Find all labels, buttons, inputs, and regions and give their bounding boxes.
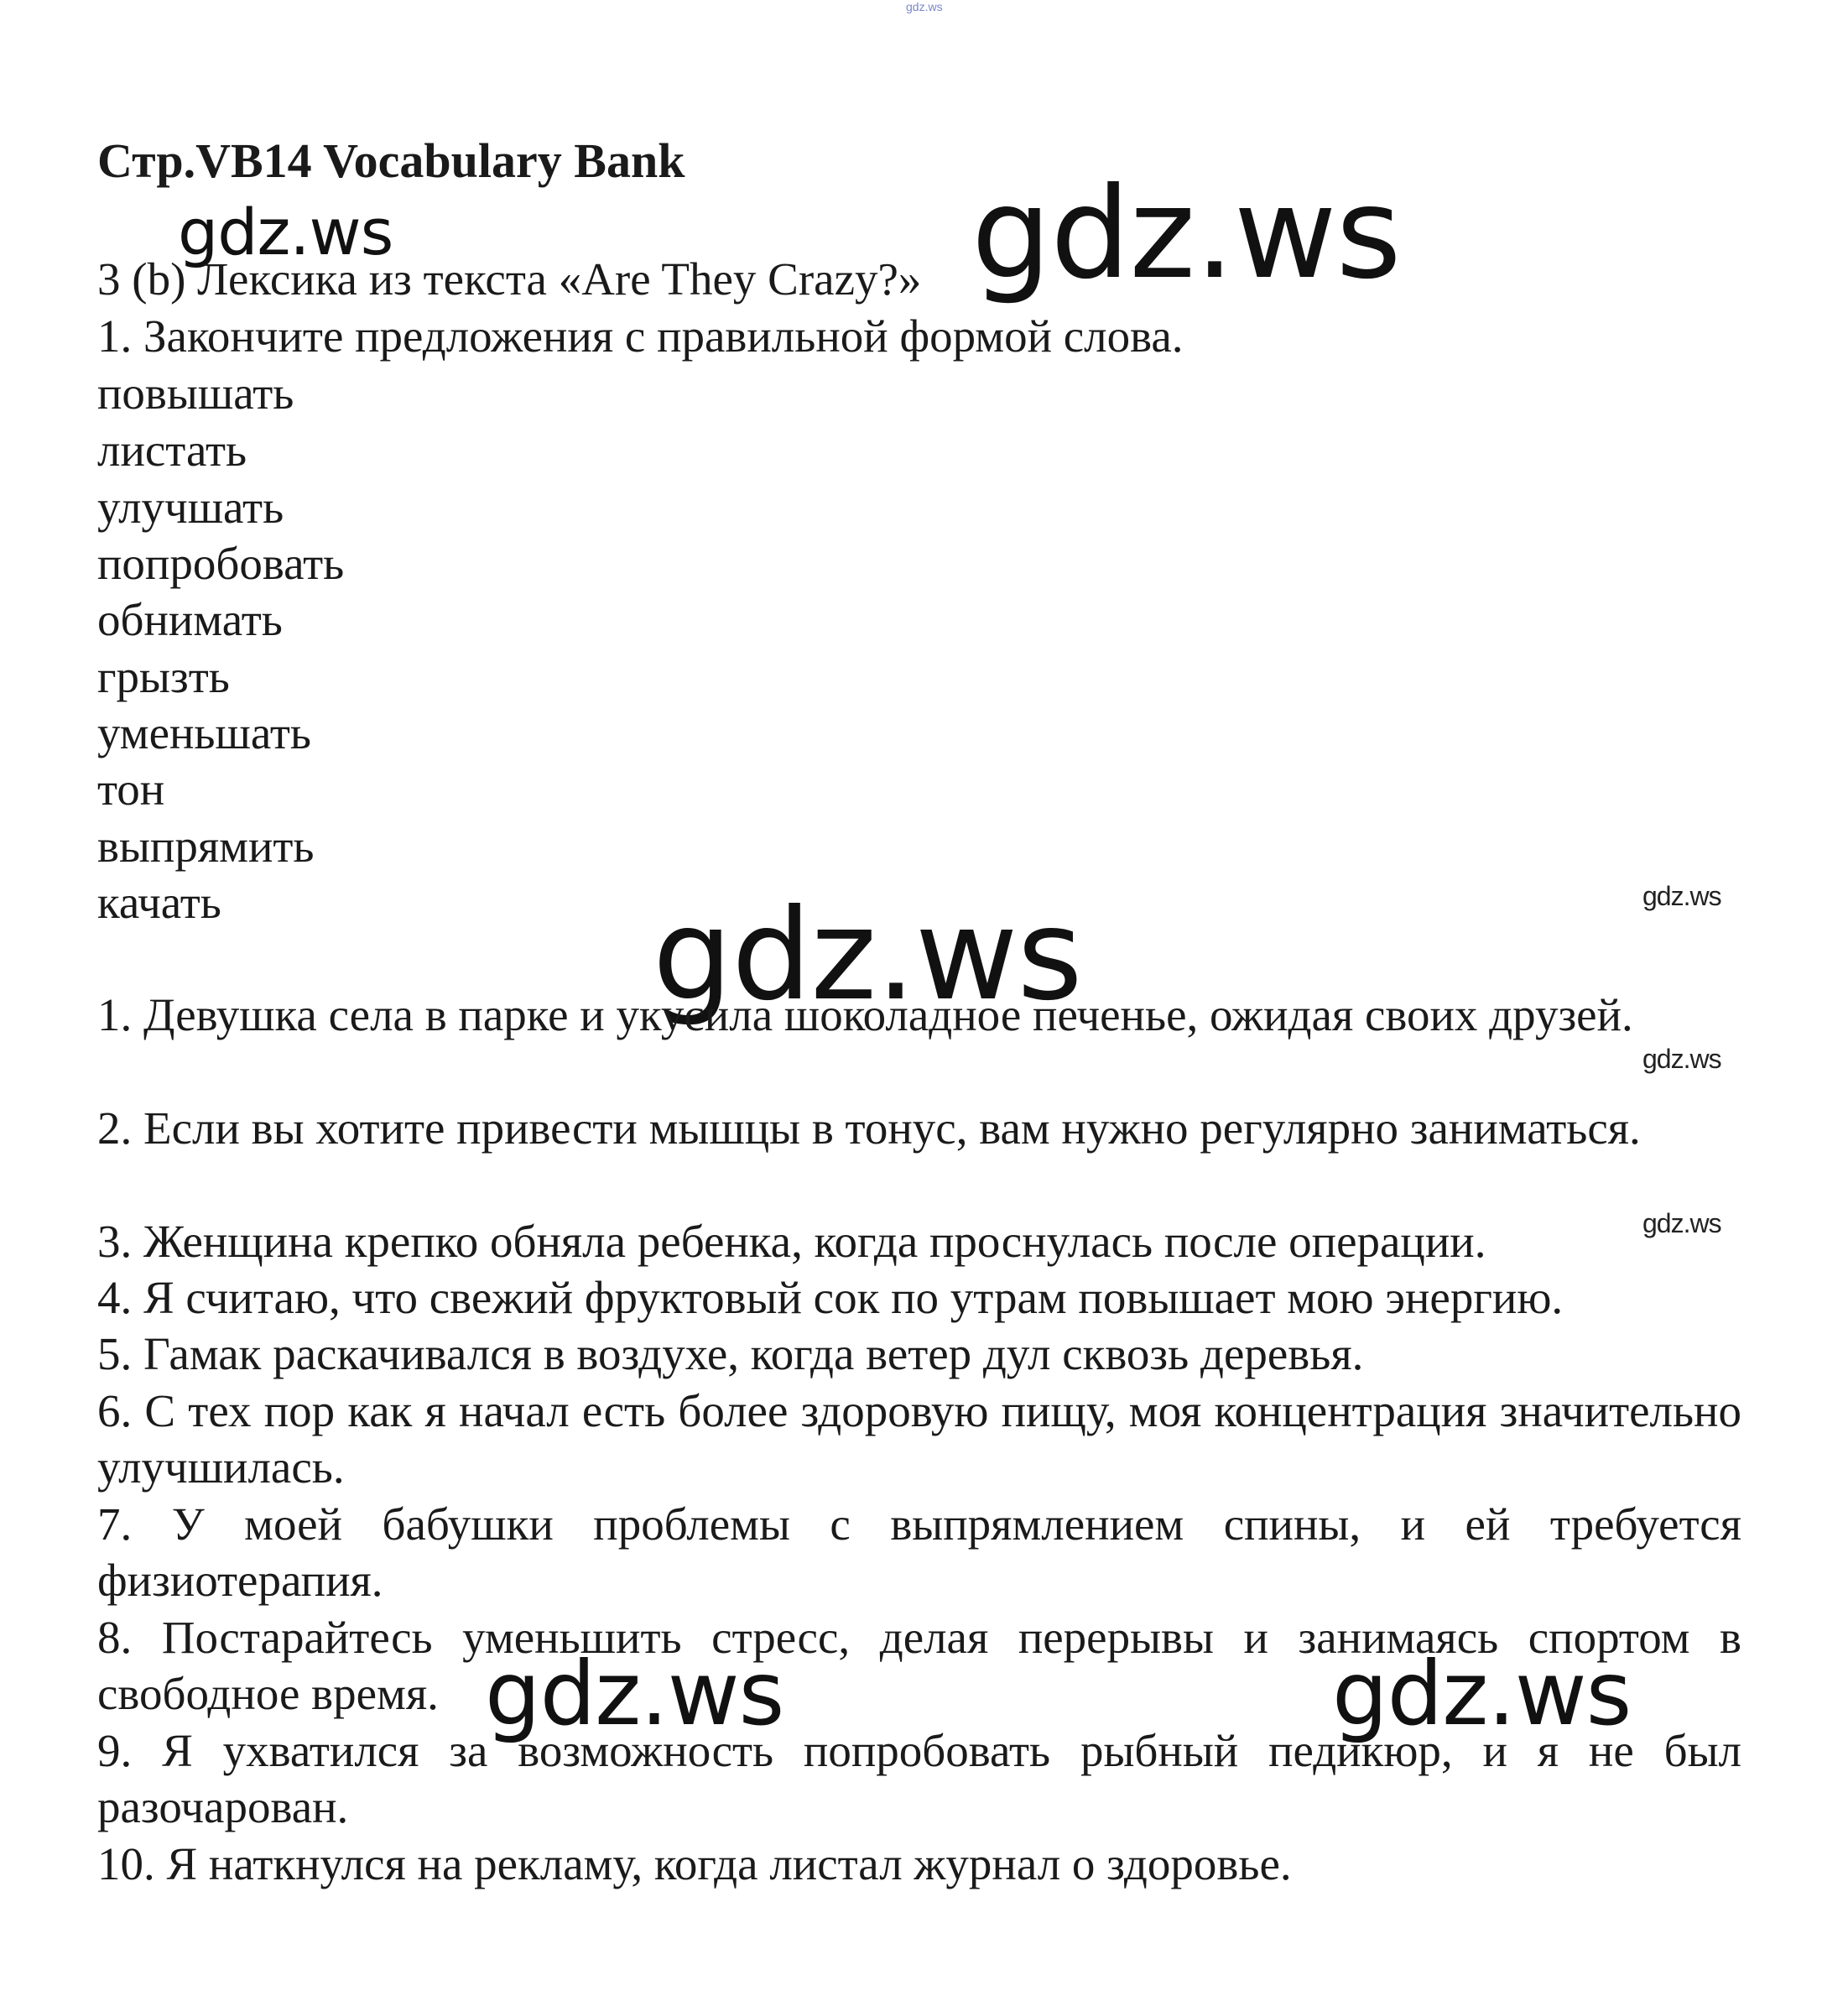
watermark: gdz.ws	[653, 883, 1082, 1029]
watermark: gdz.ws	[485, 1643, 784, 1745]
watermark: gdz.ws	[1642, 1044, 1721, 1074]
answer-item: 6. С тех пор как я начал есть более здоровую пищу, моя концентрация значительно улучшилась.	[97, 1385, 1741, 1493]
watermark: gdz.ws	[1642, 1208, 1721, 1238]
answer-item: 7. У моей бабушки проблемы с выпрямлением спины, и ей требуется физиотерапия.	[97, 1498, 1741, 1606]
top-watermark: gdz.ws	[906, 0, 943, 13]
word-list-item: качать	[97, 877, 221, 928]
answer-item: 5. Гамак раскачивался в воздухе, когда ветер дул сквозь деревья.	[97, 1328, 1364, 1379]
section-title: 3 (b) Лексика из текста «Are They Crazy?»	[97, 253, 922, 305]
word-list-item: тон	[97, 763, 165, 815]
watermark: gdz.ws	[1642, 881, 1721, 911]
watermark: gdz.ws	[1332, 1643, 1632, 1745]
word-list-item: повышать	[97, 367, 294, 419]
word-list-item: попробовать	[97, 538, 345, 589]
word-list-item: листать	[97, 425, 247, 476]
answer-item: 1. Девушка села в парке и укусила шоколадное печенье, ожидая своих друзей.	[97, 989, 1633, 1040]
answer-item: 4. Я считаю, что свежий фруктовый сок по утрам повышает мою энергию.	[97, 1272, 1564, 1323]
watermark: gdz.ws	[971, 161, 1401, 307]
answer-item: 10. Я наткнулся на рекламу, когда листал журнал о здоровье.	[97, 1838, 1292, 1889]
word-list-item: обнимать	[97, 594, 283, 645]
watermark: gdz.ws	[178, 195, 393, 269]
word-list-item: уменьшать	[97, 707, 311, 758]
word-list-item: грызть	[97, 651, 230, 702]
task-instruction: 1. Закончите предложения с правильной формой слова.	[97, 310, 1184, 362]
answer-item: 2. Если вы хотите привести мышцы в тонус, вам нужно регулярно заниматься.	[97, 1102, 1641, 1154]
page-heading: Стр.VB14 Vocabulary Bank	[97, 133, 685, 188]
word-list-item: выпрямить	[97, 821, 315, 872]
answer-item: 8. Постарайтесь уменьшить стресс, делая перерывы и занимаясь спортом в свободное время.	[97, 1612, 1741, 1719]
answer-item: 3. Женщина крепко обняла ребенка, когда проснулась после операции.	[97, 1216, 1486, 1267]
answer-item: 9. Я ухватился за возможность попробовать рыбный педикюр, и я не был разочарован.	[97, 1725, 1741, 1832]
word-list-item: улучшать	[97, 482, 284, 533]
